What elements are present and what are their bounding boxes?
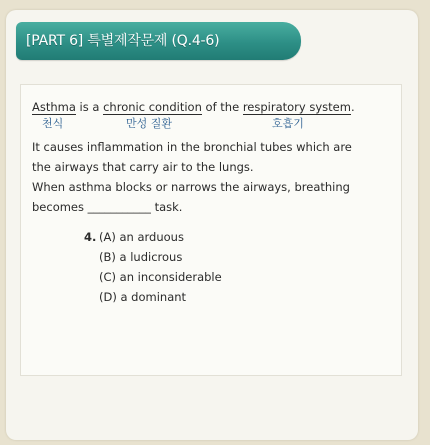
- gloss-respiratory-system: 호흡기: [272, 117, 304, 130]
- passage-line-1: [32, 97, 355, 117]
- reading-passage: [32, 97, 355, 217]
- passage-text: .: [350, 100, 355, 114]
- gloss-asthma: 천식: [42, 117, 64, 130]
- section-title: [PART 6] 특별제작문제 (Q.4-6): [26, 33, 220, 49]
- vocab-term-asthma: Asthma: [32, 100, 76, 114]
- vocab-gloss-row: [32, 117, 352, 137]
- passage-line-5: becomes ___________ task.: [32, 200, 183, 214]
- vocab-term-respiratory-system: respiratory system: [242, 100, 351, 114]
- question-number: 4.: [84, 230, 97, 244]
- vocab-term-chronic-condition: chronic condition: [103, 100, 202, 114]
- choice-c[interactable]: (C) an inconsiderable: [99, 270, 222, 284]
- choice-a[interactable]: (A) an arduous: [99, 230, 184, 244]
- passage-line-4: When asthma blocks or narrows the airways, breathing: [32, 180, 350, 194]
- section-header: [16, 22, 301, 60]
- gloss-chronic-condition: 만성 질환: [126, 117, 173, 130]
- choice-d[interactable]: (D) a dominant: [99, 290, 187, 304]
- passage-line-3: the airways that carry air to the lungs.: [32, 160, 254, 174]
- answer-choices: [99, 227, 299, 307]
- passage-line-2: It causes inflammation in the bronchial tubes which are: [32, 140, 352, 154]
- choice-b[interactable]: (B) a ludicrous: [99, 250, 183, 264]
- passage-text: of the: [201, 100, 243, 114]
- passage-text: is a: [75, 100, 104, 114]
